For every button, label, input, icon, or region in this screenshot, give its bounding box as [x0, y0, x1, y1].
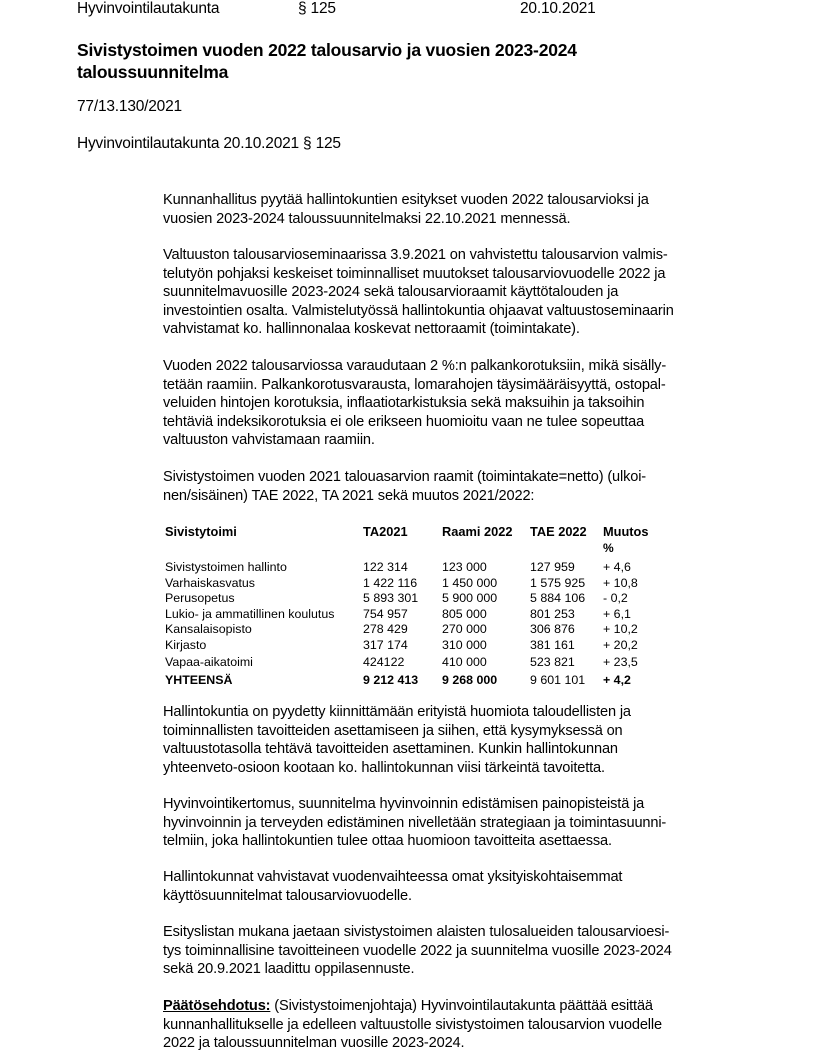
row-label: Vapaa-aikatoimi	[165, 654, 253, 669]
text-line: veluiden hintojen korotuksia, inflaatiotarkistuksia sekä maksuihin ja taksoihin	[163, 395, 645, 412]
total-cell: 9 601 101	[530, 672, 586, 687]
text-line: tehtäviä indeksikorotuksia ei ole erikseen huomioitu vaan ne tulee sopeuttaa	[163, 413, 645, 430]
table-cell: 1 450 000	[442, 575, 498, 590]
row-label: Lukio- ja ammatillinen koulutus	[165, 606, 335, 621]
table-cell: 5 884 106	[530, 591, 586, 606]
paragraph-table-intro	[163, 468, 763, 505]
text-line: Hyvinvointikertomus, suunnitelma hyvinvoinnin edistämisen painopisteistä ja	[163, 796, 645, 812]
text-line: Kunnanhallitus pyytää hallintokuntien esitykset vuoden 2022 talousarvioksi ja	[163, 192, 649, 208]
proposal-text: (Sivistystoimenjohtaja) Hyvinvointilautakunta päättää esittää	[270, 998, 653, 1014]
text-line: vahvistamat ko. hallinnonalaa koskevat nettoraamit (toimintakate).	[163, 321, 580, 338]
column-header: TA2021	[363, 524, 408, 539]
table-cell: 410 000	[442, 654, 487, 669]
table-cell: - 0,2	[603, 591, 628, 606]
text-line: vuosien 2023-2024 taloussuunnitelmaksi 22.10.2021 mennessä.	[163, 210, 571, 227]
text-line: valtuustotasolla tehtävä tavoitteiden asettaminen. Kunkin hallintokunnan	[163, 741, 618, 758]
title-line: Sivistystoimen vuoden 2022 talousarvio ja vuosien 2023-2024	[77, 40, 577, 60]
text-line: investointien osalta. Valmistelutyössä hallintokuntia ohjaavat valtuustoseminaarin	[163, 302, 674, 319]
total-cell: + 4,2	[603, 672, 631, 687]
table-cell: 801 253	[530, 606, 575, 621]
text-line: tetään raamiin. Palkankorotusvarausta, lomarahojen täysimääräisyyttä, ostopal-	[163, 376, 666, 393]
paragraph-usage-plans	[163, 868, 763, 905]
column-header: Raami 2022	[442, 524, 513, 539]
table-cell: 381 161	[530, 637, 575, 652]
column-header-unit: %	[603, 541, 614, 555]
table-cell: 5 893 301	[363, 591, 419, 606]
table-cell: 805 000	[442, 606, 487, 621]
document-title	[77, 39, 717, 83]
paragraph-seminar	[163, 246, 763, 339]
text-line: telutyön pohjaksi keskeiset toiminnalliset muutokset talousarviovuodelle 2022 ja	[163, 265, 666, 282]
row-label: Kansalaisopisto	[165, 622, 252, 637]
text-line: Valtuuston talousarvioseminaarissa 3.9.2021 on vahvistettu talousarvion valmis-	[163, 247, 668, 263]
text-line: suunnitelmavuosille 2023-2024 sekä talousarvioraamit käyttötalouden ja	[163, 284, 619, 301]
text-line: kunnanhallitukselle ja edelleen valtuustolle sivistystoimen talousarvion vuodelle	[163, 1016, 662, 1033]
text-line: nen/sisäinen) TAE 2022, TA 2021 sekä muutos 2021/2022:	[163, 487, 535, 504]
table-cell: + 6,1	[603, 606, 631, 621]
table-cell: 754 957	[363, 606, 408, 621]
text-line: yhteenveto-osioon kootaan ko. hallintokunnan viisi tärkeintä tavoitetta.	[163, 759, 605, 776]
table-cell: 5 900 000	[442, 591, 498, 606]
table-cell: + 23,5	[603, 654, 638, 669]
text-line: sekä 20.9.2021 laadittu oppilasennuste.	[163, 961, 415, 978]
row-label: Kirjasto	[165, 637, 207, 652]
table-cell: 317 174	[363, 637, 408, 652]
total-label: YHTEENSÄ	[165, 672, 233, 687]
column-header: TAE 2022	[530, 524, 587, 539]
table-cell: 122 314	[363, 560, 408, 574]
header-section: § 125	[298, 0, 336, 17]
text-line: Vuoden 2022 talousarviossa varaudutaan 2 %:n palkankorotuksiin, mikä sisälly-	[163, 358, 667, 374]
title-line: taloussuunnitelma	[77, 62, 229, 82]
text-line: Hallintokunnat vahvistavat vuodenvaihteessa omat yksityiskohtaisemmat	[163, 869, 623, 885]
table-cell: + 20,2	[603, 637, 638, 652]
text-line: 2022 ja taloussuunnitelman vuosille 2023-2024.	[163, 1035, 465, 1052]
column-header: Muutos	[603, 524, 649, 539]
text-line	[163, 997, 763, 1016]
table-cell: 278 429	[363, 622, 408, 637]
row-label: Varhaiskasvatus	[165, 575, 255, 590]
total-cell: 9 212 413	[363, 672, 419, 687]
paragraph-goals	[163, 703, 763, 777]
text-line: käyttösuunnitelmat talousarviovuodelle.	[163, 887, 412, 904]
table-cell: + 4,6	[603, 560, 631, 574]
table-cell: 1 575 925	[530, 575, 586, 590]
column-header: Sivistytoimi	[165, 524, 237, 539]
text-line: Sivistystoimen vuoden 2021 talouasarvion raamit (toimintakate=netto) (ulkoi-	[163, 469, 647, 485]
text-line: toiminnallisten tavoitteiden asettamiseen ja siihen, että kysymyksessä on	[163, 722, 623, 739]
row-label: Sivistystoimen hallinto	[165, 560, 287, 574]
table-cell: 270 000	[442, 622, 487, 637]
record-number: 77/13.130/2021	[77, 98, 182, 115]
table-cell: + 10,2	[603, 622, 638, 637]
table-cell: 310 000	[442, 637, 487, 652]
total-cell: 9 268 000	[442, 672, 498, 687]
text-line: Hallintokuntia on pyydetty kiinnittämään erityistä huomiota taloudellisten ja	[163, 704, 631, 720]
row-label: Perusopetus	[165, 591, 235, 606]
header-committee: Hyvinvointilautakunta	[77, 0, 220, 17]
paragraph-request	[163, 191, 763, 228]
paragraph-agenda	[163, 923, 763, 979]
text-line: hyvinvoinnin ja terveyden edistäminen nivelletään strategiaan ja toimintasuunni-	[163, 814, 667, 831]
table-cell: 127 959	[530, 560, 575, 574]
paragraph-wellbeing	[163, 795, 763, 851]
table-cell: 306 876	[530, 622, 575, 637]
text-line: Esityslistan mukana jaetaan sivistystoimen alaisten tulosalueiden talousarvioesi-	[163, 924, 670, 940]
table-cell: 424122	[363, 654, 405, 669]
table-cell: + 10,8	[603, 575, 638, 590]
table-cell: 1 422 116	[363, 575, 418, 590]
table-cell: 123 000	[442, 560, 487, 574]
meeting-reference: Hyvinvointilautakunta 20.10.2021 § 125	[77, 135, 341, 152]
header-date: 20.10.2021	[520, 0, 596, 17]
decision-proposal	[163, 997, 763, 1053]
text-line: valtuuston vahvistamaan raamiin.	[163, 432, 375, 449]
proposal-label: Päätösehdotus:	[163, 998, 271, 1014]
paragraph-salary	[163, 357, 763, 450]
table-cell: 523 821	[530, 654, 575, 669]
text-line: tys toiminnallisine tavoitteineen vuodelle 2022 ja suunnitelma vuosille 2023-2024	[163, 942, 672, 959]
text-line: telmiin, joka hallintokuntien tulee ottaa huomioon tavoitteita asettaessa.	[163, 833, 612, 850]
